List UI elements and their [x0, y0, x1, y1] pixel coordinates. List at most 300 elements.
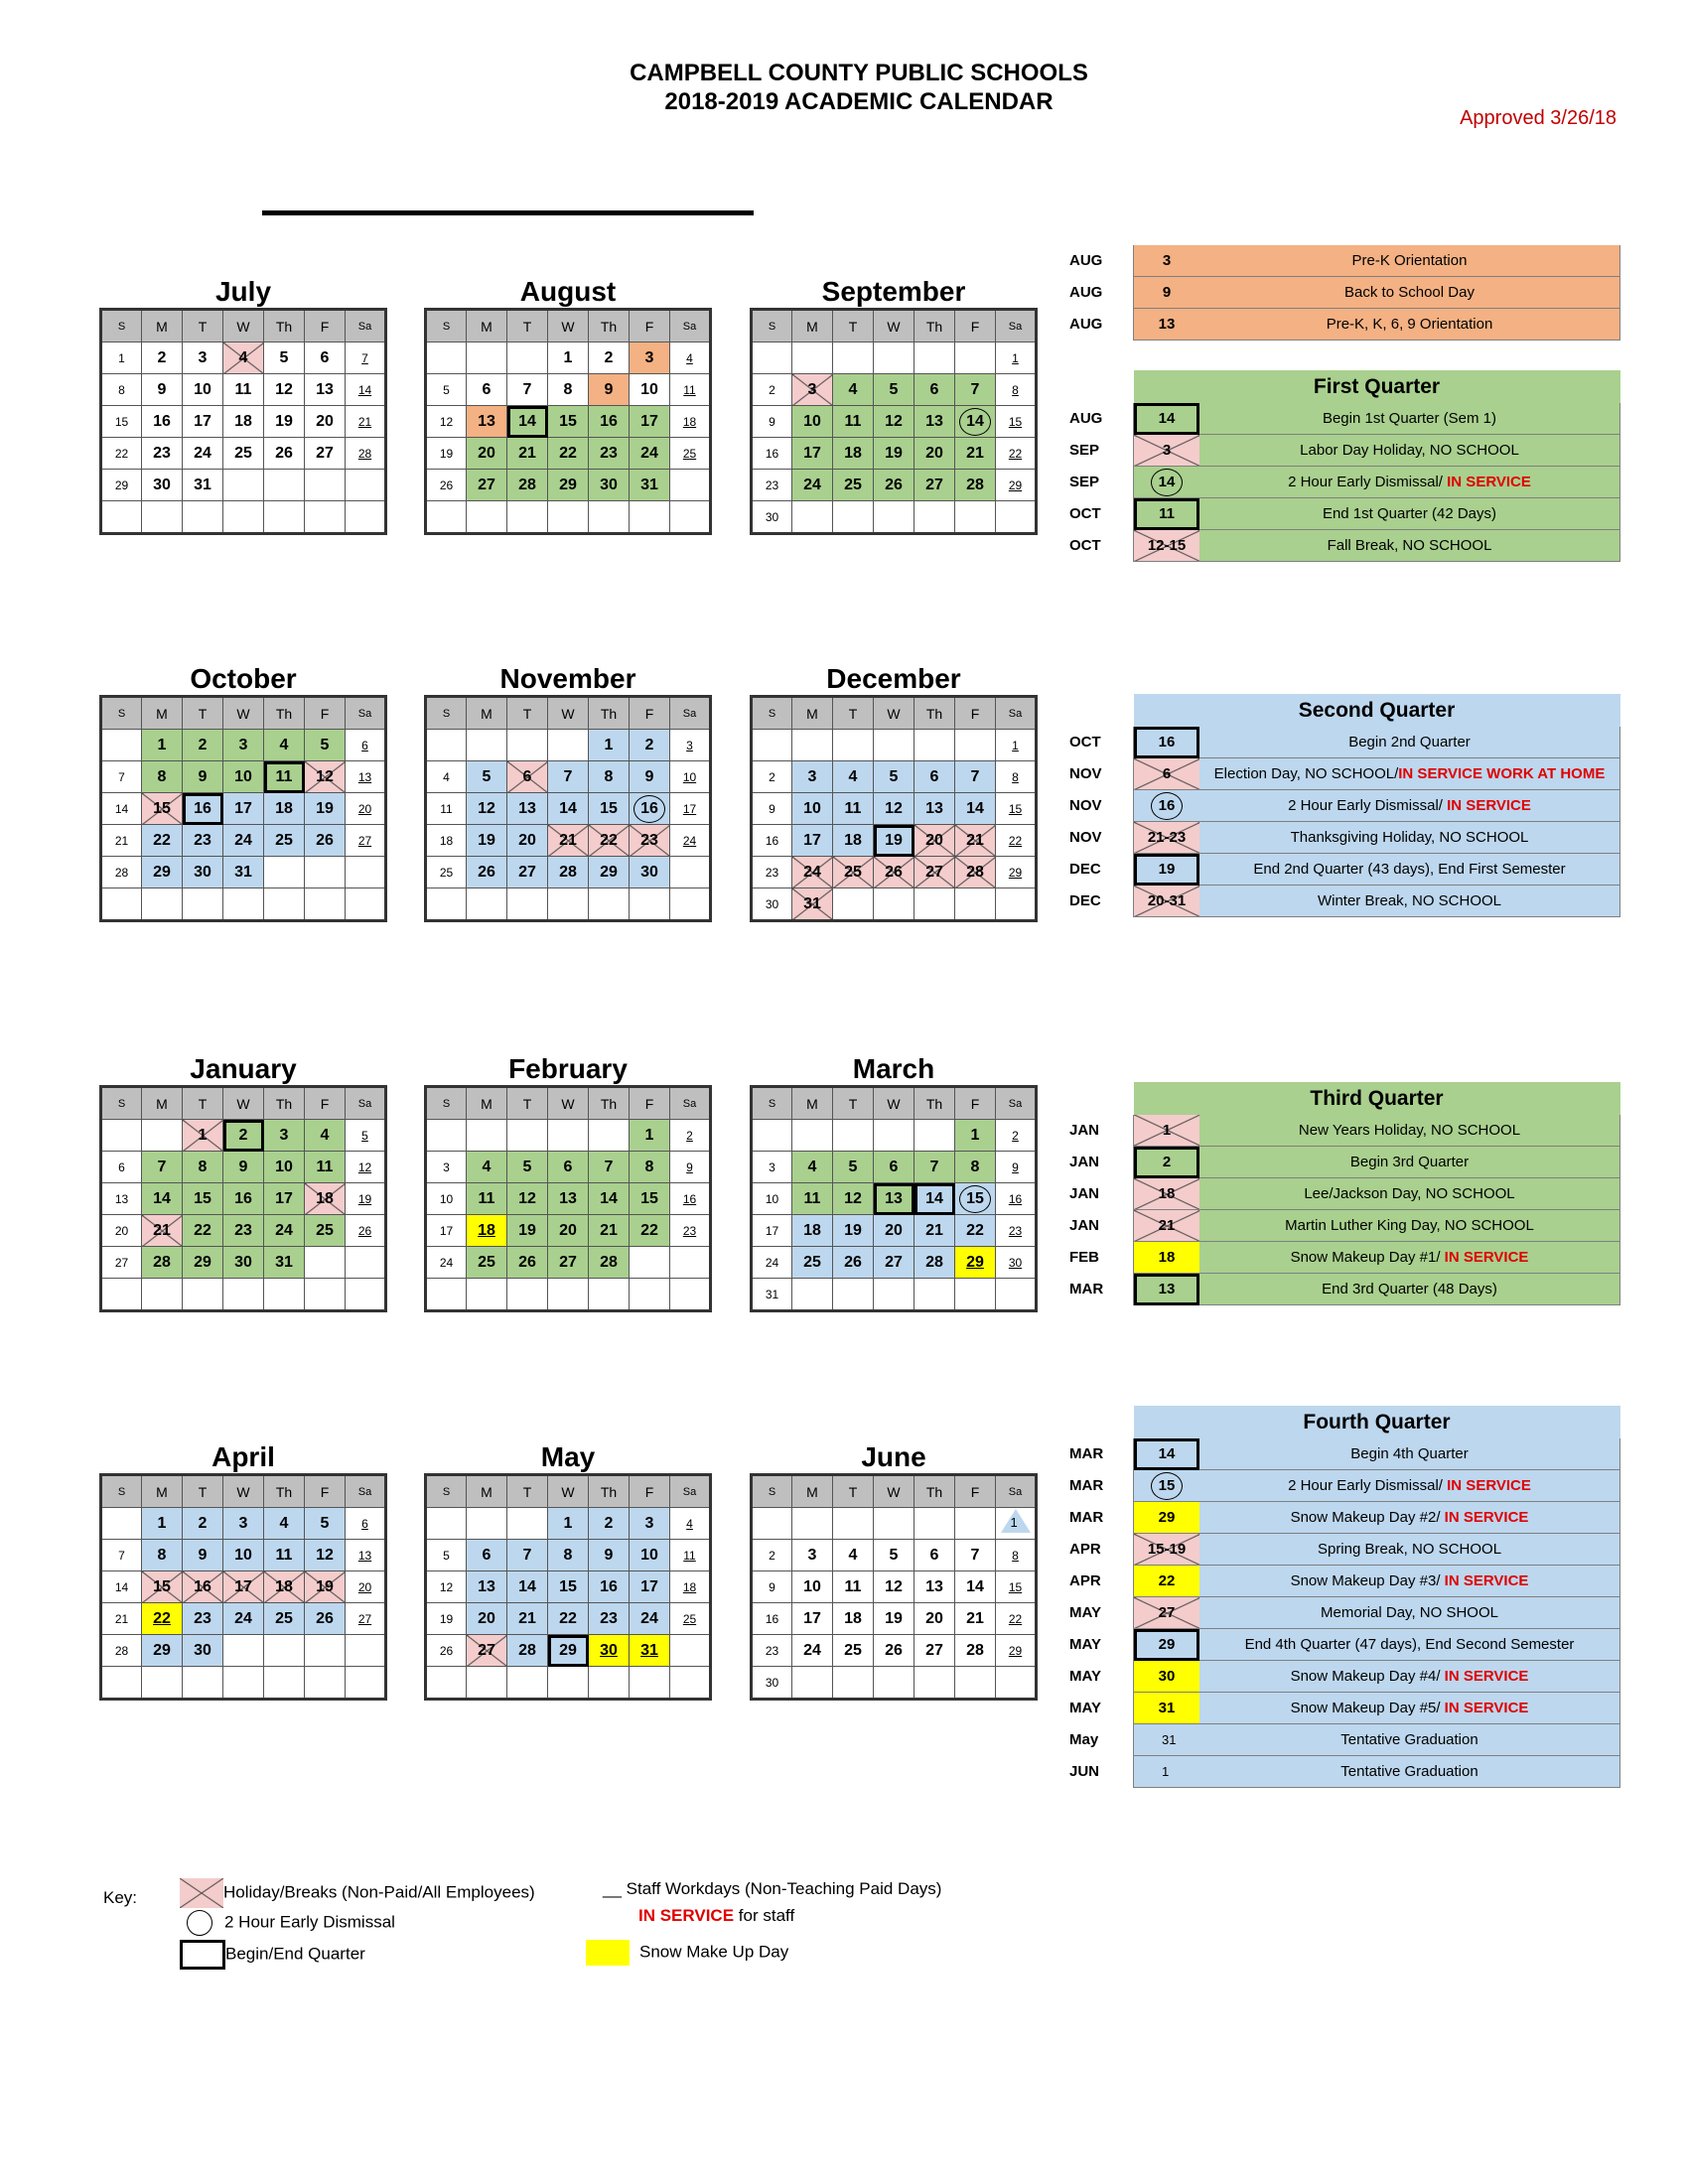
day-cell: [589, 374, 630, 406]
day-cell: [874, 825, 914, 857]
day-cell: [670, 761, 711, 793]
day-number: 23: [765, 478, 779, 492]
day-number: 24: [194, 444, 211, 462]
day-cell: [467, 1215, 507, 1247]
day-cell: [589, 1603, 630, 1635]
day-number: 28: [966, 863, 984, 881]
event-description: [1199, 1693, 1620, 1724]
month-table: [99, 308, 387, 535]
day-cell: [101, 1215, 142, 1247]
day-cell: [630, 825, 670, 857]
key-snow-text: Snow Make Up Day: [639, 1942, 789, 1962]
day-number: 28: [966, 476, 984, 493]
day-cell: [305, 1120, 346, 1152]
day-number: 14: [959, 408, 991, 436]
day-number: 21: [114, 833, 129, 848]
day-cell: [223, 501, 264, 534]
event-description: [1199, 727, 1620, 758]
day-cell: [589, 1571, 630, 1603]
day-number: 13: [885, 1189, 903, 1207]
event-day: [1134, 309, 1200, 341]
day-number: 14: [966, 799, 984, 817]
day-cell: [305, 501, 346, 534]
day-number: 21: [153, 1221, 171, 1239]
day-cell: [426, 730, 467, 761]
event-day-number: 11: [1159, 505, 1175, 522]
day-cell: [548, 1247, 589, 1279]
weekday-header: S: [101, 310, 142, 342]
day-number: 13: [478, 412, 495, 430]
day-number: 12: [885, 1577, 903, 1595]
event-text: Snow Makeup Day #2/: [1290, 1509, 1445, 1526]
day-number: 15: [194, 1189, 211, 1207]
event-day-number: 12-15: [1147, 537, 1187, 554]
day-cell: [507, 1603, 548, 1635]
day-cell: [264, 761, 305, 793]
day-cell: [346, 374, 386, 406]
day-cell: [183, 470, 223, 501]
event-day: [1134, 1724, 1200, 1756]
day-cell: [305, 1571, 346, 1603]
event-text: Thanksgiving Holiday, NO SCHOOL: [1290, 829, 1529, 846]
day-cell: [223, 1120, 264, 1152]
event-month: JAN: [1069, 1154, 1100, 1170]
event-day: [1134, 1693, 1200, 1724]
event-month: MAR: [1069, 1281, 1104, 1297]
day-cell: [101, 888, 142, 921]
day-cell: [223, 1571, 264, 1603]
day-cell: [223, 1603, 264, 1635]
event-description: [1199, 1147, 1620, 1178]
day-number: 23: [765, 865, 779, 880]
day-number: 12: [357, 1160, 372, 1174]
event-row: [1059, 1661, 1620, 1693]
day-cell: [507, 1215, 548, 1247]
day-cell: [142, 1571, 183, 1603]
day-cell: [183, 761, 223, 793]
weekday-header: Sa: [346, 1475, 386, 1508]
day-number: 7: [522, 380, 532, 398]
day-cell: [346, 1279, 386, 1311]
month-june: [750, 1441, 1038, 1701]
day-number: 8: [644, 1158, 654, 1175]
day-number: 18: [275, 799, 293, 817]
day-cell: [223, 825, 264, 857]
day-cell: [305, 793, 346, 825]
day-cell: [914, 1247, 955, 1279]
day-cell: [183, 857, 223, 888]
day-cell: [833, 1183, 874, 1215]
spacer: [1059, 694, 1134, 727]
weekday-header: F: [305, 1475, 346, 1508]
day-cell: [589, 1635, 630, 1667]
weekday-header: W: [874, 697, 914, 730]
day-number: 25: [682, 1611, 697, 1626]
event-month: FEB: [1069, 1249, 1099, 1266]
event-text: Begin 4th Quarter: [1350, 1445, 1469, 1462]
day-number: 8: [563, 380, 573, 398]
day-cell: [833, 438, 874, 470]
weekday-header: Sa: [670, 1475, 711, 1508]
day-number: 11: [234, 380, 252, 398]
day-number: 21: [966, 831, 984, 849]
day-number: 17: [803, 1609, 821, 1627]
event-row: [1059, 467, 1620, 498]
day-cell: [507, 470, 548, 501]
month-november: [424, 663, 712, 922]
day-cell: [305, 1508, 346, 1540]
day-cell: [264, 470, 305, 501]
day-number: 13: [925, 1577, 943, 1595]
day-cell: [955, 1603, 996, 1635]
day-cell: [589, 1152, 630, 1183]
day-cell: [467, 1152, 507, 1183]
day-number: 4: [686, 1516, 693, 1531]
day-cell: [548, 857, 589, 888]
day-cell: [142, 1247, 183, 1279]
event-description: [1199, 277, 1620, 309]
day-number: 30: [1008, 1255, 1023, 1270]
day-cell: [467, 761, 507, 793]
event-row: [1059, 1502, 1620, 1534]
day-number: 26: [478, 863, 495, 881]
day-number: 14: [966, 1577, 984, 1595]
day-cell: [223, 1508, 264, 1540]
day-number: 15: [559, 1577, 577, 1595]
day-cell: [955, 438, 996, 470]
day-cell: [874, 730, 914, 761]
inservice-label: IN SERVICE: [1447, 1477, 1531, 1494]
day-number: 31: [640, 1641, 658, 1659]
day-cell: [833, 730, 874, 761]
day-cell: [426, 888, 467, 921]
day-cell: [589, 730, 630, 761]
weekday-header: Th: [589, 697, 630, 730]
day-cell: [996, 825, 1037, 857]
day-cell: [630, 761, 670, 793]
day-cell: [874, 888, 914, 921]
day-number: 24: [275, 1221, 293, 1239]
day-cell: [996, 1120, 1037, 1152]
event-month: May: [1069, 1731, 1099, 1748]
event-day-number: 31: [1158, 1700, 1176, 1716]
day-cell: [223, 730, 264, 761]
month-table: [750, 695, 1038, 922]
day-cell: [630, 1120, 670, 1152]
event-text: New Years Holiday, NO SCHOOL: [1298, 1122, 1521, 1139]
day-cell: [548, 825, 589, 857]
day-cell: [914, 1603, 955, 1635]
day-cell: [752, 1215, 792, 1247]
event-text: Snow Makeup Day #4/: [1290, 1668, 1445, 1685]
day-cell: [996, 470, 1037, 501]
day-number: 22: [194, 1221, 211, 1239]
event-day: [1134, 1756, 1200, 1788]
day-number: 8: [563, 1546, 573, 1564]
month-table: [99, 1085, 387, 1312]
month-table: [424, 308, 712, 535]
day-number: 13: [357, 1548, 372, 1563]
day-number: 11: [683, 1548, 696, 1563]
day-number: 27: [518, 863, 536, 881]
day-cell: [752, 888, 792, 921]
day-number: 15: [1008, 801, 1023, 816]
day-number: 26: [885, 476, 903, 493]
day-cell: [426, 1571, 467, 1603]
event-month: APR: [1069, 1572, 1101, 1589]
day-number: 10: [803, 412, 821, 430]
day-cell: [955, 888, 996, 921]
event-text: Martin Luther King Day, NO SCHOOL: [1285, 1217, 1534, 1234]
day-cell: [792, 1635, 833, 1667]
day-cell: [264, 1635, 305, 1667]
day-number: 16: [765, 1611, 779, 1626]
day-cell: [792, 1120, 833, 1152]
day-number: 20: [518, 831, 536, 849]
day-cell: [264, 1571, 305, 1603]
event-text: 2 Hour Early Dismissal/: [1288, 474, 1448, 490]
day-number: 29: [559, 1641, 577, 1659]
day-cell: [101, 1571, 142, 1603]
day-cell: [548, 730, 589, 761]
day-cell: [630, 1152, 670, 1183]
day-cell: [223, 1152, 264, 1183]
day-cell: [264, 1603, 305, 1635]
day-number: 27: [114, 1255, 129, 1270]
day-cell: [996, 406, 1037, 438]
yellow-swatch-icon: [586, 1940, 630, 1966]
day-number: 10: [765, 1191, 779, 1206]
day-number: 27: [357, 1611, 372, 1626]
month-title: August: [519, 276, 617, 307]
event-day: [1134, 245, 1200, 277]
event-day: [1134, 1242, 1200, 1274]
day-cell: [752, 374, 792, 406]
weekday-header: W: [548, 1087, 589, 1120]
day-number: 14: [925, 1189, 943, 1207]
day-number: 11: [275, 767, 293, 785]
day-cell: [264, 793, 305, 825]
day-cell: [183, 1603, 223, 1635]
day-cell: [752, 1152, 792, 1183]
day-cell: [507, 1183, 548, 1215]
day-cell: [955, 1540, 996, 1571]
month-title: July: [214, 276, 272, 307]
event-description: [1199, 467, 1620, 498]
day-cell: [264, 1183, 305, 1215]
day-number: 21: [518, 444, 536, 462]
day-number: 2: [769, 382, 775, 397]
event-day-number: 3: [1162, 252, 1172, 269]
day-number: 26: [316, 831, 334, 849]
weekday-header: Th: [914, 697, 955, 730]
day-cell: [792, 374, 833, 406]
day-cell: [630, 342, 670, 374]
event-month: OCT: [1069, 505, 1101, 522]
day-cell: [346, 1635, 386, 1667]
day-number: 21: [559, 831, 577, 849]
event-row: [1059, 435, 1620, 467]
weekday-header: Sa: [346, 1087, 386, 1120]
event-month: JAN: [1069, 1185, 1100, 1202]
day-number: 4: [443, 769, 450, 784]
event-month: APR: [1069, 1541, 1101, 1558]
day-number: 15: [1008, 414, 1023, 429]
day-cell: [183, 342, 223, 374]
month-title: September: [821, 276, 966, 307]
day-number: 22: [1008, 1611, 1023, 1626]
day-number: 8: [157, 1546, 167, 1564]
day-number: 7: [604, 1158, 614, 1175]
day-cell: [101, 501, 142, 534]
day-number: 22: [966, 1221, 984, 1239]
inservice-label: IN SERVICE: [1444, 1668, 1529, 1685]
event-row: [1059, 309, 1620, 341]
day-cell: [223, 888, 264, 921]
approval-date: Approved 3/26/18: [1460, 107, 1617, 129]
day-cell: [833, 888, 874, 921]
month-table: [99, 1473, 387, 1701]
day-cell: [670, 1571, 711, 1603]
day-cell: [996, 1603, 1037, 1635]
event-description: [1199, 245, 1620, 277]
day-cell: [142, 888, 183, 921]
weekday-header: T: [833, 310, 874, 342]
event-row: [1059, 758, 1620, 790]
event-day-number: 13: [1158, 316, 1176, 333]
day-number: 3: [198, 348, 208, 366]
event-day: [1134, 1470, 1200, 1502]
day-number: 4: [848, 767, 858, 785]
day-cell: [996, 1635, 1037, 1667]
day-number: 1: [1012, 738, 1019, 752]
day-cell: [346, 1247, 386, 1279]
staff-mark: __: [603, 1879, 622, 1898]
day-number: 2: [1012, 1128, 1019, 1143]
event-day: [1134, 1534, 1200, 1566]
day-number: 29: [114, 478, 129, 492]
day-number: 31: [803, 894, 821, 912]
day-number: 23: [640, 831, 658, 849]
day-number: 22: [153, 1609, 171, 1627]
event-month: NOV: [1069, 765, 1102, 782]
event-text: Snow Makeup Day #3/: [1290, 1572, 1445, 1589]
day-cell: [467, 1120, 507, 1152]
event-description: [1199, 1534, 1620, 1566]
day-number: 4: [320, 1126, 330, 1144]
day-cell: [101, 761, 142, 793]
day-number: 30: [600, 1641, 618, 1659]
weekday-header: T: [507, 310, 548, 342]
weekday-header: F: [630, 310, 670, 342]
day-cell: [955, 501, 996, 534]
day-cell: [752, 730, 792, 761]
day-number: 19: [439, 1611, 454, 1626]
weekday-header: F: [305, 310, 346, 342]
day-number: 3: [443, 1160, 450, 1174]
day-number: 21: [925, 1221, 943, 1239]
square-outline-icon: [180, 1940, 225, 1970]
day-cell: [874, 1247, 914, 1279]
day-cell: [305, 470, 346, 501]
day-number: 9: [769, 1579, 775, 1594]
weekday-header: F: [630, 1087, 670, 1120]
event-description: [1199, 758, 1620, 790]
day-number: 22: [559, 444, 577, 462]
day-number: 29: [194, 1253, 211, 1271]
day-cell: [914, 888, 955, 921]
event-month: MAR: [1069, 1509, 1104, 1526]
day-number: 4: [238, 348, 248, 366]
day-number: 24: [234, 1609, 252, 1627]
day-cell: [548, 438, 589, 470]
month-september: [750, 276, 1038, 535]
day-cell: [589, 1540, 630, 1571]
day-number: 1: [157, 1514, 167, 1532]
event-text: Election Day, NO SCHOOL/: [1213, 765, 1399, 782]
day-number: 23: [1008, 1223, 1023, 1238]
month-march: [750, 1053, 1038, 1312]
day-number: 4: [686, 350, 693, 365]
day-cell: [142, 501, 183, 534]
day-number: 13: [114, 1191, 129, 1206]
day-cell: [223, 793, 264, 825]
day-number: 26: [439, 1643, 454, 1658]
event-text: End 2nd Quarter (43 days), End First Semester: [1253, 861, 1566, 878]
event-description: [1199, 1115, 1620, 1147]
day-cell: [833, 761, 874, 793]
day-number: 17: [803, 444, 821, 462]
day-cell: [914, 1667, 955, 1700]
key-snow: [586, 1940, 788, 1966]
event-text: Fall Break, NO SCHOOL: [1327, 537, 1492, 554]
event-day-number: [1152, 1726, 1182, 1750]
day-cell: [101, 1508, 142, 1540]
day-number: 27: [885, 1253, 903, 1271]
quarter-title: First Quarter: [1134, 370, 1620, 403]
day-cell: [996, 1571, 1037, 1603]
day-number: 29: [1008, 865, 1023, 880]
day-number: 11: [683, 382, 696, 397]
day-cell: [426, 501, 467, 534]
day-number: 3: [807, 767, 817, 785]
day-cell: [955, 374, 996, 406]
weekday-header: Th: [264, 1087, 305, 1120]
month-table: [99, 695, 387, 922]
day-cell: [955, 1508, 996, 1540]
day-cell: [833, 1571, 874, 1603]
day-cell: [507, 406, 548, 438]
day-cell: [264, 1247, 305, 1279]
event-day-number: 29: [1158, 1509, 1176, 1526]
day-number: 19: [275, 412, 293, 430]
event-month: JAN: [1069, 1217, 1100, 1234]
day-cell: [183, 793, 223, 825]
weekday-header: M: [142, 697, 183, 730]
school-name: CAMPBELL COUNTY PUBLIC SCHOOLS: [630, 60, 1088, 86]
event-row: [1059, 498, 1620, 530]
day-cell: [467, 857, 507, 888]
event-row: [1059, 1566, 1620, 1597]
day-cell: [305, 438, 346, 470]
day-number: 9: [769, 801, 775, 816]
day-number: 18: [682, 1579, 697, 1594]
day-cell: [426, 1508, 467, 1540]
day-cell: [752, 501, 792, 534]
quarter-2-events: [1059, 694, 1620, 917]
month-title: December: [826, 663, 961, 694]
event-month: JAN: [1069, 1122, 1100, 1140]
